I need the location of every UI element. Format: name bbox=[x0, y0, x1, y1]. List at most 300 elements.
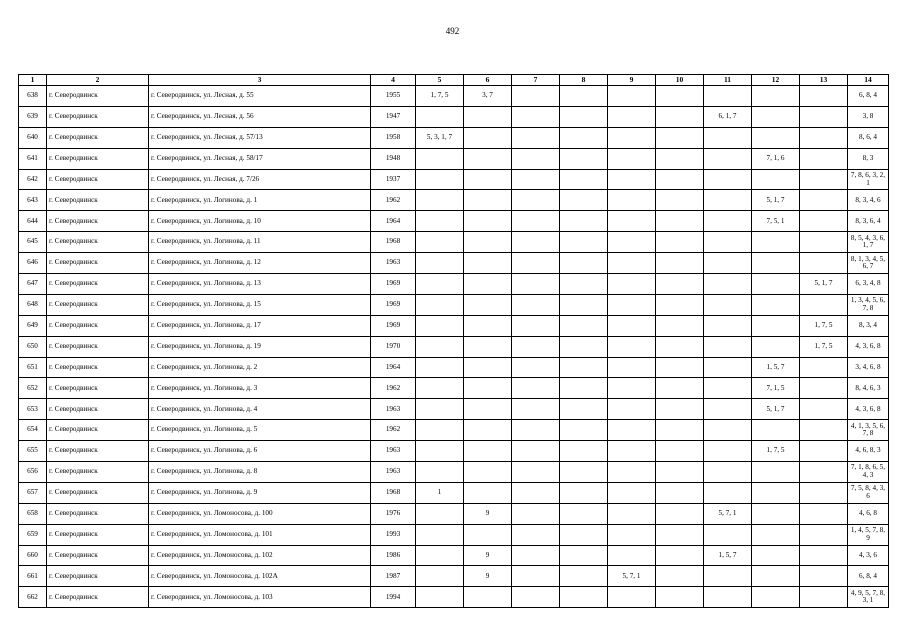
table-row bbox=[19, 294, 889, 315]
col9-cell bbox=[608, 315, 656, 336]
row-number: 650 bbox=[19, 336, 47, 357]
col11-cell bbox=[704, 566, 752, 587]
col6-cell bbox=[464, 587, 512, 608]
col12-cell: 1, 7, 5 bbox=[752, 441, 800, 462]
col7-cell bbox=[512, 378, 560, 399]
city-cell: г. Северодвинск bbox=[47, 190, 149, 211]
col7-cell bbox=[512, 503, 560, 524]
col10-cell bbox=[656, 211, 704, 232]
col9-cell bbox=[608, 232, 656, 253]
address-cell: г. Северодвинск, ул. Логинова, д. 15 bbox=[149, 294, 371, 315]
column-header: 14 bbox=[848, 75, 889, 86]
col10-cell bbox=[656, 127, 704, 148]
col10-cell bbox=[656, 378, 704, 399]
col10-cell bbox=[656, 336, 704, 357]
table-row bbox=[19, 336, 889, 357]
row-number: 662 bbox=[19, 587, 47, 608]
col12-cell bbox=[752, 336, 800, 357]
table-row bbox=[19, 524, 889, 545]
table-row bbox=[19, 253, 889, 274]
col12-cell bbox=[752, 106, 800, 127]
col9-cell bbox=[608, 169, 656, 190]
year-cell: 1955 bbox=[371, 86, 416, 107]
col11-cell: 5, 7, 1 bbox=[704, 503, 752, 524]
city-cell: г. Северодвинск bbox=[47, 211, 149, 232]
building-registry-table bbox=[18, 74, 889, 608]
col9-cell bbox=[608, 357, 656, 378]
col6-cell bbox=[464, 232, 512, 253]
col9-cell bbox=[608, 503, 656, 524]
col7-cell bbox=[512, 232, 560, 253]
col14-cell: 6, 8, 4 bbox=[848, 566, 889, 587]
page-number: 492 bbox=[445, 26, 460, 36]
col13-cell bbox=[800, 524, 848, 545]
year-cell: 1976 bbox=[371, 503, 416, 524]
year-cell: 1962 bbox=[371, 420, 416, 441]
col14-cell: 8, 3 bbox=[848, 148, 889, 169]
column-header: 1 bbox=[19, 75, 47, 86]
col8-cell bbox=[560, 211, 608, 232]
table-body bbox=[19, 86, 889, 608]
col12-cell bbox=[752, 86, 800, 107]
col11-cell bbox=[704, 148, 752, 169]
col6-cell bbox=[464, 294, 512, 315]
col6-cell bbox=[464, 399, 512, 420]
col10-cell bbox=[656, 587, 704, 608]
col13-cell bbox=[800, 566, 848, 587]
year-cell: 1993 bbox=[371, 524, 416, 545]
col13-cell bbox=[800, 587, 848, 608]
col7-cell bbox=[512, 566, 560, 587]
col11-cell bbox=[704, 127, 752, 148]
col7-cell bbox=[512, 190, 560, 211]
row-number: 638 bbox=[19, 86, 47, 107]
address-cell: г. Северодвинск, ул. Логинова, д. 12 bbox=[149, 253, 371, 274]
city-cell: г. Северодвинск bbox=[47, 148, 149, 169]
col9-cell bbox=[608, 127, 656, 148]
address-cell: г. Северодвинск, ул. Логинова, д. 13 bbox=[149, 274, 371, 295]
column-header: 3 bbox=[149, 75, 371, 86]
row-number: 661 bbox=[19, 566, 47, 587]
table-row bbox=[19, 566, 889, 587]
col8-cell bbox=[560, 148, 608, 169]
col14-cell: 4, 6, 8, 3 bbox=[848, 441, 889, 462]
col5-cell bbox=[416, 169, 464, 190]
col9-cell bbox=[608, 482, 656, 503]
col7-cell bbox=[512, 399, 560, 420]
city-cell: г. Северодвинск bbox=[47, 127, 149, 148]
col7-cell bbox=[512, 169, 560, 190]
col12-cell: 7, 1, 6 bbox=[752, 148, 800, 169]
col10-cell bbox=[656, 315, 704, 336]
col8-cell bbox=[560, 357, 608, 378]
col12-cell: 5, 1, 7 bbox=[752, 399, 800, 420]
city-cell: г. Северодвинск bbox=[47, 399, 149, 420]
col7-cell bbox=[512, 441, 560, 462]
col8-cell bbox=[560, 545, 608, 566]
year-cell: 1948 bbox=[371, 148, 416, 169]
col12-cell bbox=[752, 274, 800, 295]
col14-cell: 1, 4, 5, 7, 8, 9 bbox=[848, 524, 889, 545]
col11-cell bbox=[704, 587, 752, 608]
row-number: 651 bbox=[19, 357, 47, 378]
table-row bbox=[19, 106, 889, 127]
col7-cell bbox=[512, 462, 560, 483]
year-cell: 1969 bbox=[371, 274, 416, 295]
col14-cell: 7, 1, 8, 6, 5, 4, 3 bbox=[848, 462, 889, 483]
column-header: 11 bbox=[704, 75, 752, 86]
col7-cell bbox=[512, 294, 560, 315]
table-row bbox=[19, 503, 889, 524]
row-number: 640 bbox=[19, 127, 47, 148]
year-cell: 1963 bbox=[371, 441, 416, 462]
col12-cell bbox=[752, 253, 800, 274]
col6-cell bbox=[464, 190, 512, 211]
col6-cell: 9 bbox=[464, 503, 512, 524]
col10-cell bbox=[656, 524, 704, 545]
col13-cell bbox=[800, 253, 848, 274]
col6-cell bbox=[464, 106, 512, 127]
col14-cell: 3, 4, 6, 8 bbox=[848, 357, 889, 378]
col9-cell bbox=[608, 86, 656, 107]
row-number: 648 bbox=[19, 294, 47, 315]
col8-cell bbox=[560, 587, 608, 608]
row-number: 644 bbox=[19, 211, 47, 232]
address-cell: г. Северодвинск, ул. Логинова, д. 9 bbox=[149, 482, 371, 503]
table-header-row bbox=[19, 75, 889, 86]
row-number: 654 bbox=[19, 420, 47, 441]
city-cell: г. Северодвинск bbox=[47, 420, 149, 441]
col7-cell bbox=[512, 357, 560, 378]
col5-cell bbox=[416, 315, 464, 336]
year-cell: 1947 bbox=[371, 106, 416, 127]
city-cell: г. Северодвинск bbox=[47, 441, 149, 462]
table-row bbox=[19, 169, 889, 190]
col5-cell bbox=[416, 357, 464, 378]
col11-cell bbox=[704, 462, 752, 483]
city-cell: г. Северодвинск bbox=[47, 232, 149, 253]
col9-cell bbox=[608, 253, 656, 274]
col11-cell bbox=[704, 315, 752, 336]
col7-cell bbox=[512, 86, 560, 107]
col7-cell bbox=[512, 106, 560, 127]
row-number: 649 bbox=[19, 315, 47, 336]
col8-cell bbox=[560, 378, 608, 399]
col9-cell bbox=[608, 190, 656, 211]
year-cell: 1968 bbox=[371, 232, 416, 253]
col12-cell bbox=[752, 315, 800, 336]
year-cell: 1986 bbox=[371, 545, 416, 566]
col7-cell bbox=[512, 274, 560, 295]
col8-cell bbox=[560, 566, 608, 587]
table-row bbox=[19, 420, 889, 441]
address-cell: г. Северодвинск, ул. Ломоносова, д. 101 bbox=[149, 524, 371, 545]
col8-cell bbox=[560, 127, 608, 148]
city-cell: г. Северодвинск bbox=[47, 274, 149, 295]
year-cell: 1963 bbox=[371, 462, 416, 483]
city-cell: г. Северодвинск bbox=[47, 357, 149, 378]
col8-cell bbox=[560, 462, 608, 483]
table-row bbox=[19, 378, 889, 399]
row-number: 642 bbox=[19, 169, 47, 190]
year-cell: 1987 bbox=[371, 566, 416, 587]
col7-cell bbox=[512, 336, 560, 357]
col14-cell: 8, 3, 4, 6 bbox=[848, 190, 889, 211]
col7-cell bbox=[512, 127, 560, 148]
col5-cell bbox=[416, 462, 464, 483]
row-number: 658 bbox=[19, 503, 47, 524]
table-row bbox=[19, 127, 889, 148]
col14-cell: 8, 3, 4 bbox=[848, 315, 889, 336]
col6-cell bbox=[464, 378, 512, 399]
year-cell: 1963 bbox=[371, 399, 416, 420]
col13-cell bbox=[800, 127, 848, 148]
col9-cell: 5, 7, 1 bbox=[608, 566, 656, 587]
col5-cell bbox=[416, 524, 464, 545]
address-cell: г. Северодвинск, ул. Ломоносова, д. 102А bbox=[149, 566, 371, 587]
table-row bbox=[19, 211, 889, 232]
col5-cell bbox=[416, 106, 464, 127]
col11-cell bbox=[704, 441, 752, 462]
col14-cell: 4, 1, 3, 5, 6, 7, 8 bbox=[848, 420, 889, 441]
col5-cell: 1 bbox=[416, 482, 464, 503]
col14-cell: 8, 4, 6, 3 bbox=[848, 378, 889, 399]
col9-cell bbox=[608, 106, 656, 127]
col5-cell bbox=[416, 566, 464, 587]
col5-cell bbox=[416, 232, 464, 253]
col9-cell bbox=[608, 274, 656, 295]
col11-cell bbox=[704, 357, 752, 378]
col9-cell bbox=[608, 587, 656, 608]
col14-cell: 1, 3, 4, 5, 6, 7, 8 bbox=[848, 294, 889, 315]
col8-cell bbox=[560, 169, 608, 190]
col8-cell bbox=[560, 336, 608, 357]
col6-cell bbox=[464, 253, 512, 274]
col9-cell bbox=[608, 211, 656, 232]
table-row bbox=[19, 357, 889, 378]
col12-cell: 1, 5, 7 bbox=[752, 357, 800, 378]
city-cell: г. Северодвинск bbox=[47, 253, 149, 274]
col12-cell bbox=[752, 566, 800, 587]
row-number: 645 bbox=[19, 232, 47, 253]
col9-cell bbox=[608, 378, 656, 399]
col5-cell bbox=[416, 253, 464, 274]
col11-cell bbox=[704, 253, 752, 274]
year-cell: 1937 bbox=[371, 169, 416, 190]
col13-cell: 1, 7, 5 bbox=[800, 315, 848, 336]
col6-cell bbox=[464, 482, 512, 503]
column-header: 9 bbox=[608, 75, 656, 86]
col10-cell bbox=[656, 106, 704, 127]
col5-cell bbox=[416, 211, 464, 232]
col10-cell bbox=[656, 169, 704, 190]
year-cell: 1968 bbox=[371, 482, 416, 503]
col8-cell bbox=[560, 106, 608, 127]
col8-cell bbox=[560, 441, 608, 462]
address-cell: г. Северодвинск, ул. Лесная, д. 56 bbox=[149, 106, 371, 127]
table-row bbox=[19, 441, 889, 462]
col8-cell bbox=[560, 482, 608, 503]
col14-cell: 6, 3, 4, 8 bbox=[848, 274, 889, 295]
table-row bbox=[19, 148, 889, 169]
col5-cell bbox=[416, 336, 464, 357]
col11-cell bbox=[704, 336, 752, 357]
col11-cell: 1, 5, 7 bbox=[704, 545, 752, 566]
col9-cell bbox=[608, 441, 656, 462]
col10-cell bbox=[656, 545, 704, 566]
col13-cell bbox=[800, 169, 848, 190]
col5-cell bbox=[416, 399, 464, 420]
col10-cell bbox=[656, 148, 704, 169]
column-header: 2 bbox=[47, 75, 149, 86]
col11-cell bbox=[704, 399, 752, 420]
row-number: 646 bbox=[19, 253, 47, 274]
col9-cell bbox=[608, 420, 656, 441]
col14-cell: 7, 8, 6, 3, 2, 1 bbox=[848, 169, 889, 190]
col6-cell: 9 bbox=[464, 545, 512, 566]
row-number: 643 bbox=[19, 190, 47, 211]
col11-cell bbox=[704, 482, 752, 503]
table-row bbox=[19, 545, 889, 566]
city-cell: г. Северодвинск bbox=[47, 482, 149, 503]
col11-cell bbox=[704, 274, 752, 295]
table-row bbox=[19, 232, 889, 253]
col14-cell: 4, 3, 6 bbox=[848, 545, 889, 566]
address-cell: г. Северодвинск, ул. Логинова, д. 1 bbox=[149, 190, 371, 211]
year-cell: 1963 bbox=[371, 253, 416, 274]
table-row bbox=[19, 482, 889, 503]
column-header: 4 bbox=[371, 75, 416, 86]
col7-cell bbox=[512, 545, 560, 566]
city-cell: г. Северодвинск bbox=[47, 524, 149, 545]
city-cell: г. Северодвинск bbox=[47, 169, 149, 190]
city-cell: г. Северодвинск bbox=[47, 106, 149, 127]
col13-cell bbox=[800, 294, 848, 315]
address-cell: г. Северодвинск, ул. Ломоносова, д. 102 bbox=[149, 545, 371, 566]
col13-cell bbox=[800, 190, 848, 211]
col5-cell bbox=[416, 503, 464, 524]
col13-cell bbox=[800, 482, 848, 503]
col7-cell bbox=[512, 315, 560, 336]
col13-cell bbox=[800, 106, 848, 127]
row-number: 659 bbox=[19, 524, 47, 545]
year-cell: 1962 bbox=[371, 378, 416, 399]
col11-cell bbox=[704, 190, 752, 211]
col10-cell bbox=[656, 253, 704, 274]
city-cell: г. Северодвинск bbox=[47, 462, 149, 483]
city-cell: г. Северодвинск bbox=[47, 503, 149, 524]
col11-cell bbox=[704, 420, 752, 441]
address-cell: г. Северодвинск, ул. Логинова, д. 11 bbox=[149, 232, 371, 253]
column-header: 13 bbox=[800, 75, 848, 86]
address-cell: г. Северодвинск, ул. Лесная, д. 55 bbox=[149, 86, 371, 107]
year-cell: 1969 bbox=[371, 315, 416, 336]
column-header: 7 bbox=[512, 75, 560, 86]
col6-cell bbox=[464, 420, 512, 441]
table-row bbox=[19, 587, 889, 608]
col11-cell bbox=[704, 524, 752, 545]
address-cell: г. Северодвинск, ул. Логинова, д. 4 bbox=[149, 399, 371, 420]
column-header: 12 bbox=[752, 75, 800, 86]
col5-cell: 1, 7, 5 bbox=[416, 86, 464, 107]
col8-cell bbox=[560, 420, 608, 441]
col11-cell bbox=[704, 169, 752, 190]
address-cell: г. Северодвинск, ул. Лесная, д. 57/13 bbox=[149, 127, 371, 148]
col6-cell: 3, 7 bbox=[464, 86, 512, 107]
col12-cell: 7, 1, 5 bbox=[752, 378, 800, 399]
row-number: 656 bbox=[19, 462, 47, 483]
col5-cell bbox=[416, 294, 464, 315]
col8-cell bbox=[560, 86, 608, 107]
col14-cell: 8, 1, 3, 4, 5, 6, 7 bbox=[848, 253, 889, 274]
table-row bbox=[19, 315, 889, 336]
col10-cell bbox=[656, 399, 704, 420]
column-header: 8 bbox=[560, 75, 608, 86]
col11-cell: 6, 1, 7 bbox=[704, 106, 752, 127]
col7-cell bbox=[512, 587, 560, 608]
city-cell: г. Северодвинск bbox=[47, 545, 149, 566]
year-cell: 1964 bbox=[371, 211, 416, 232]
col13-cell: 5, 1, 7 bbox=[800, 274, 848, 295]
col8-cell bbox=[560, 232, 608, 253]
col12-cell bbox=[752, 503, 800, 524]
col8-cell bbox=[560, 315, 608, 336]
col8-cell bbox=[560, 503, 608, 524]
city-cell: г. Северодвинск bbox=[47, 587, 149, 608]
col6-cell bbox=[464, 169, 512, 190]
year-cell: 1962 bbox=[371, 190, 416, 211]
col12-cell bbox=[752, 127, 800, 148]
col5-cell bbox=[416, 587, 464, 608]
year-cell: 1964 bbox=[371, 357, 416, 378]
col6-cell bbox=[464, 127, 512, 148]
col13-cell bbox=[800, 462, 848, 483]
col13-cell bbox=[800, 545, 848, 566]
col6-cell: 9 bbox=[464, 566, 512, 587]
col7-cell bbox=[512, 148, 560, 169]
col12-cell: 5, 1, 7 bbox=[752, 190, 800, 211]
row-number: 653 bbox=[19, 399, 47, 420]
col14-cell: 8, 3, 6, 4 bbox=[848, 211, 889, 232]
col11-cell bbox=[704, 232, 752, 253]
col14-cell: 4, 3, 6, 8 bbox=[848, 399, 889, 420]
address-cell: г. Северодвинск, ул. Логинова, д. 17 bbox=[149, 315, 371, 336]
column-header: 6 bbox=[464, 75, 512, 86]
col9-cell bbox=[608, 336, 656, 357]
col12-cell bbox=[752, 294, 800, 315]
col10-cell bbox=[656, 86, 704, 107]
col10-cell bbox=[656, 503, 704, 524]
address-cell: г. Северодвинск, ул. Ломоносова, д. 103 bbox=[149, 587, 371, 608]
city-cell: г. Северодвинск bbox=[47, 566, 149, 587]
col8-cell bbox=[560, 524, 608, 545]
col5-cell bbox=[416, 545, 464, 566]
col13-cell bbox=[800, 420, 848, 441]
col10-cell bbox=[656, 274, 704, 295]
address-cell: г. Северодвинск, ул. Логинова, д. 3 bbox=[149, 378, 371, 399]
col14-cell: 6, 8, 4 bbox=[848, 86, 889, 107]
address-cell: г. Северодвинск, ул. Логинова, д. 6 bbox=[149, 441, 371, 462]
col10-cell bbox=[656, 566, 704, 587]
col7-cell bbox=[512, 211, 560, 232]
col12-cell bbox=[752, 462, 800, 483]
col10-cell bbox=[656, 190, 704, 211]
col12-cell bbox=[752, 169, 800, 190]
col14-cell: 4, 3, 6, 8 bbox=[848, 336, 889, 357]
col11-cell bbox=[704, 211, 752, 232]
city-cell: г. Северодвинск bbox=[47, 86, 149, 107]
col14-cell: 7, 5, 8, 4, 3, 6 bbox=[848, 482, 889, 503]
